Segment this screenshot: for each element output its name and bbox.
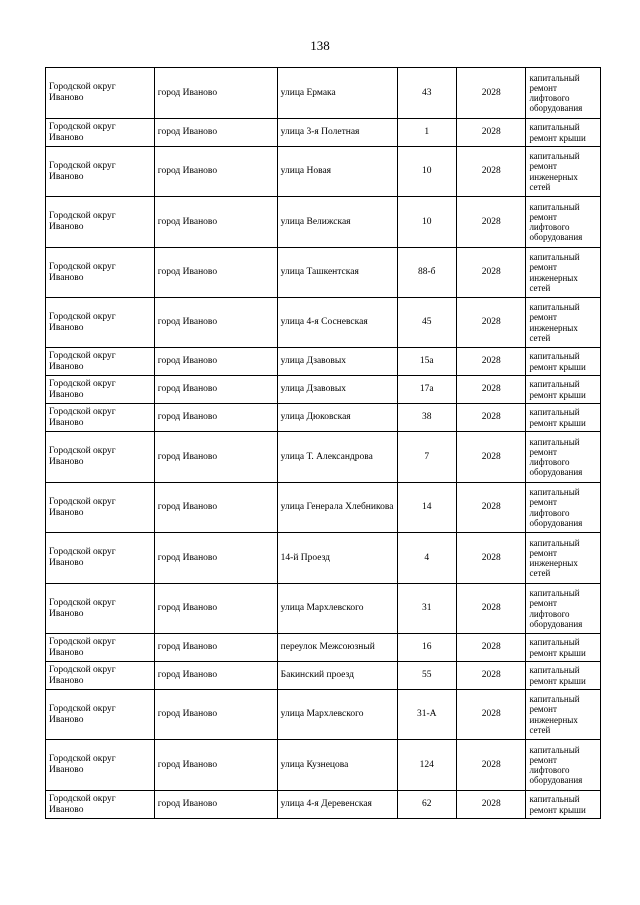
cell-work-type: капитальный ремонт инженерных сетей (526, 248, 601, 298)
cell-work-type: капитальный ремонт лифтового оборудования (526, 740, 601, 791)
cell-house-number: 17а (397, 376, 456, 404)
page-number: 138 (310, 38, 330, 53)
cell-city: город Иваново (154, 404, 277, 432)
cell-year: 2028 (456, 248, 526, 298)
cell-house-number: 15а (397, 348, 456, 376)
cell-house-number: 31-А (397, 690, 456, 740)
cell-street: улица Ташкентская (277, 248, 397, 298)
cell-year: 2028 (456, 791, 526, 819)
cell-district: Городской округ Иваново (46, 404, 155, 432)
cell-street: Бакинский проезд (277, 662, 397, 690)
table-row (46, 376, 601, 404)
cell-district: Городской округ Иваново (46, 432, 155, 483)
cell-year: 2028 (456, 690, 526, 740)
cell-street: улица Дзавовых (277, 348, 397, 376)
table-row (46, 483, 601, 533)
cell-city: город Иваново (154, 248, 277, 298)
cell-street: улица Генерала Хлебникова (277, 483, 397, 533)
cell-street: улица Дюковская (277, 404, 397, 432)
cell-work-type: капитальный ремонт крыши (526, 348, 601, 376)
repair-schedule-table (45, 67, 601, 819)
cell-year: 2028 (456, 404, 526, 432)
cell-city: город Иваново (154, 662, 277, 690)
cell-district: Городской округ Иваново (46, 690, 155, 740)
cell-city: город Иваново (154, 119, 277, 147)
table-row (46, 634, 601, 662)
cell-district: Городской округ Иваново (46, 483, 155, 533)
cell-district: Городской округ Иваново (46, 348, 155, 376)
cell-street: улица Ермака (277, 68, 397, 119)
cell-district: Городской округ Иваново (46, 298, 155, 348)
table-row (46, 791, 601, 819)
cell-street: улица 3-я Полетная (277, 119, 397, 147)
cell-street: улица Мархлевского (277, 584, 397, 634)
table-row (46, 68, 601, 119)
table-row (46, 147, 601, 197)
cell-work-type: капитальный ремонт крыши (526, 404, 601, 432)
cell-district: Городской округ Иваново (46, 147, 155, 197)
cell-district: Городской округ Иваново (46, 584, 155, 634)
cell-house-number: 1 (397, 119, 456, 147)
cell-street: переулок Межсоюзный (277, 634, 397, 662)
cell-district: Городской округ Иваново (46, 740, 155, 791)
cell-house-number: 124 (397, 740, 456, 791)
cell-district: Городской округ Иваново (46, 662, 155, 690)
cell-house-number: 14 (397, 483, 456, 533)
cell-year: 2028 (456, 634, 526, 662)
cell-year: 2028 (456, 348, 526, 376)
cell-city: город Иваново (154, 147, 277, 197)
cell-year: 2028 (456, 68, 526, 119)
cell-city: город Иваново (154, 298, 277, 348)
cell-house-number: 10 (397, 197, 456, 248)
cell-house-number: 31 (397, 584, 456, 634)
cell-work-type: капитальный ремонт инженерных сетей (526, 533, 601, 584)
cell-city: город Иваново (154, 791, 277, 819)
table-row (46, 584, 601, 634)
table-row (46, 740, 601, 791)
cell-city: город Иваново (154, 533, 277, 584)
cell-work-type: капитальный ремонт лифтового оборудования (526, 584, 601, 634)
cell-street: улица Т. Александрова (277, 432, 397, 483)
cell-city: город Иваново (154, 348, 277, 376)
table-row (46, 690, 601, 740)
cell-work-type: капитальный ремонт инженерных сетей (526, 298, 601, 348)
table-row (46, 662, 601, 690)
cell-work-type: капитальный ремонт крыши (526, 119, 601, 147)
cell-city: город Иваново (154, 740, 277, 791)
cell-house-number: 43 (397, 68, 456, 119)
table-row (46, 533, 601, 584)
cell-year: 2028 (456, 119, 526, 147)
cell-year: 2028 (456, 584, 526, 634)
cell-district: Городской округ Иваново (46, 376, 155, 404)
cell-city: город Иваново (154, 483, 277, 533)
cell-house-number: 45 (397, 298, 456, 348)
cell-year: 2028 (456, 197, 526, 248)
cell-work-type: капитальный ремонт лифтового оборудования (526, 432, 601, 483)
cell-year: 2028 (456, 147, 526, 197)
cell-district: Городской округ Иваново (46, 119, 155, 147)
cell-house-number: 55 (397, 662, 456, 690)
cell-year: 2028 (456, 483, 526, 533)
cell-work-type: капитальный ремонт крыши (526, 634, 601, 662)
cell-year: 2028 (456, 298, 526, 348)
cell-district: Городской округ Иваново (46, 197, 155, 248)
cell-work-type: капитальный ремонт лифтового оборудования (526, 483, 601, 533)
table-row (46, 197, 601, 248)
cell-work-type: капитальный ремонт инженерных сетей (526, 147, 601, 197)
cell-house-number: 88-б (397, 248, 456, 298)
cell-city: город Иваново (154, 432, 277, 483)
cell-street: улица 4-я Деревенская (277, 791, 397, 819)
cell-street: улица Новая (277, 147, 397, 197)
cell-district: Городской округ Иваново (46, 68, 155, 119)
table-row (46, 119, 601, 147)
cell-city: город Иваново (154, 690, 277, 740)
table-row (46, 298, 601, 348)
cell-work-type: капитальный ремонт крыши (526, 376, 601, 404)
cell-house-number: 4 (397, 533, 456, 584)
table-row (46, 432, 601, 483)
cell-work-type: капитальный ремонт лифтового оборудования (526, 197, 601, 248)
cell-year: 2028 (456, 662, 526, 690)
cell-city: город Иваново (154, 68, 277, 119)
cell-house-number: 10 (397, 147, 456, 197)
cell-house-number: 38 (397, 404, 456, 432)
table-row (46, 348, 601, 376)
cell-district: Городской округ Иваново (46, 533, 155, 584)
cell-street: улица Дзавовых (277, 376, 397, 404)
cell-district: Городской округ Иваново (46, 248, 155, 298)
table-row (46, 248, 601, 298)
cell-street: улица Велижская (277, 197, 397, 248)
cell-city: город Иваново (154, 197, 277, 248)
cell-street: улица Мархлевского (277, 690, 397, 740)
cell-year: 2028 (456, 533, 526, 584)
table-body (46, 68, 601, 819)
cell-work-type: капитальный ремонт крыши (526, 662, 601, 690)
cell-year: 2028 (456, 740, 526, 791)
cell-street: 14-й Проезд (277, 533, 397, 584)
table-row (46, 404, 601, 432)
cell-street: улица Кузнецова (277, 740, 397, 791)
cell-street: улица 4-я Сосневская (277, 298, 397, 348)
cell-work-type: капитальный ремонт инженерных сетей (526, 690, 601, 740)
cell-work-type: капитальный ремонт лифтового оборудования (526, 68, 601, 119)
cell-work-type: капитальный ремонт крыши (526, 791, 601, 819)
cell-house-number: 7 (397, 432, 456, 483)
cell-city: город Иваново (154, 376, 277, 404)
cell-city: город Иваново (154, 584, 277, 634)
cell-year: 2028 (456, 432, 526, 483)
cell-house-number: 62 (397, 791, 456, 819)
cell-year: 2028 (456, 376, 526, 404)
cell-district: Городской округ Иваново (46, 634, 155, 662)
cell-city: город Иваново (154, 634, 277, 662)
cell-house-number: 16 (397, 634, 456, 662)
cell-district: Городской округ Иваново (46, 791, 155, 819)
